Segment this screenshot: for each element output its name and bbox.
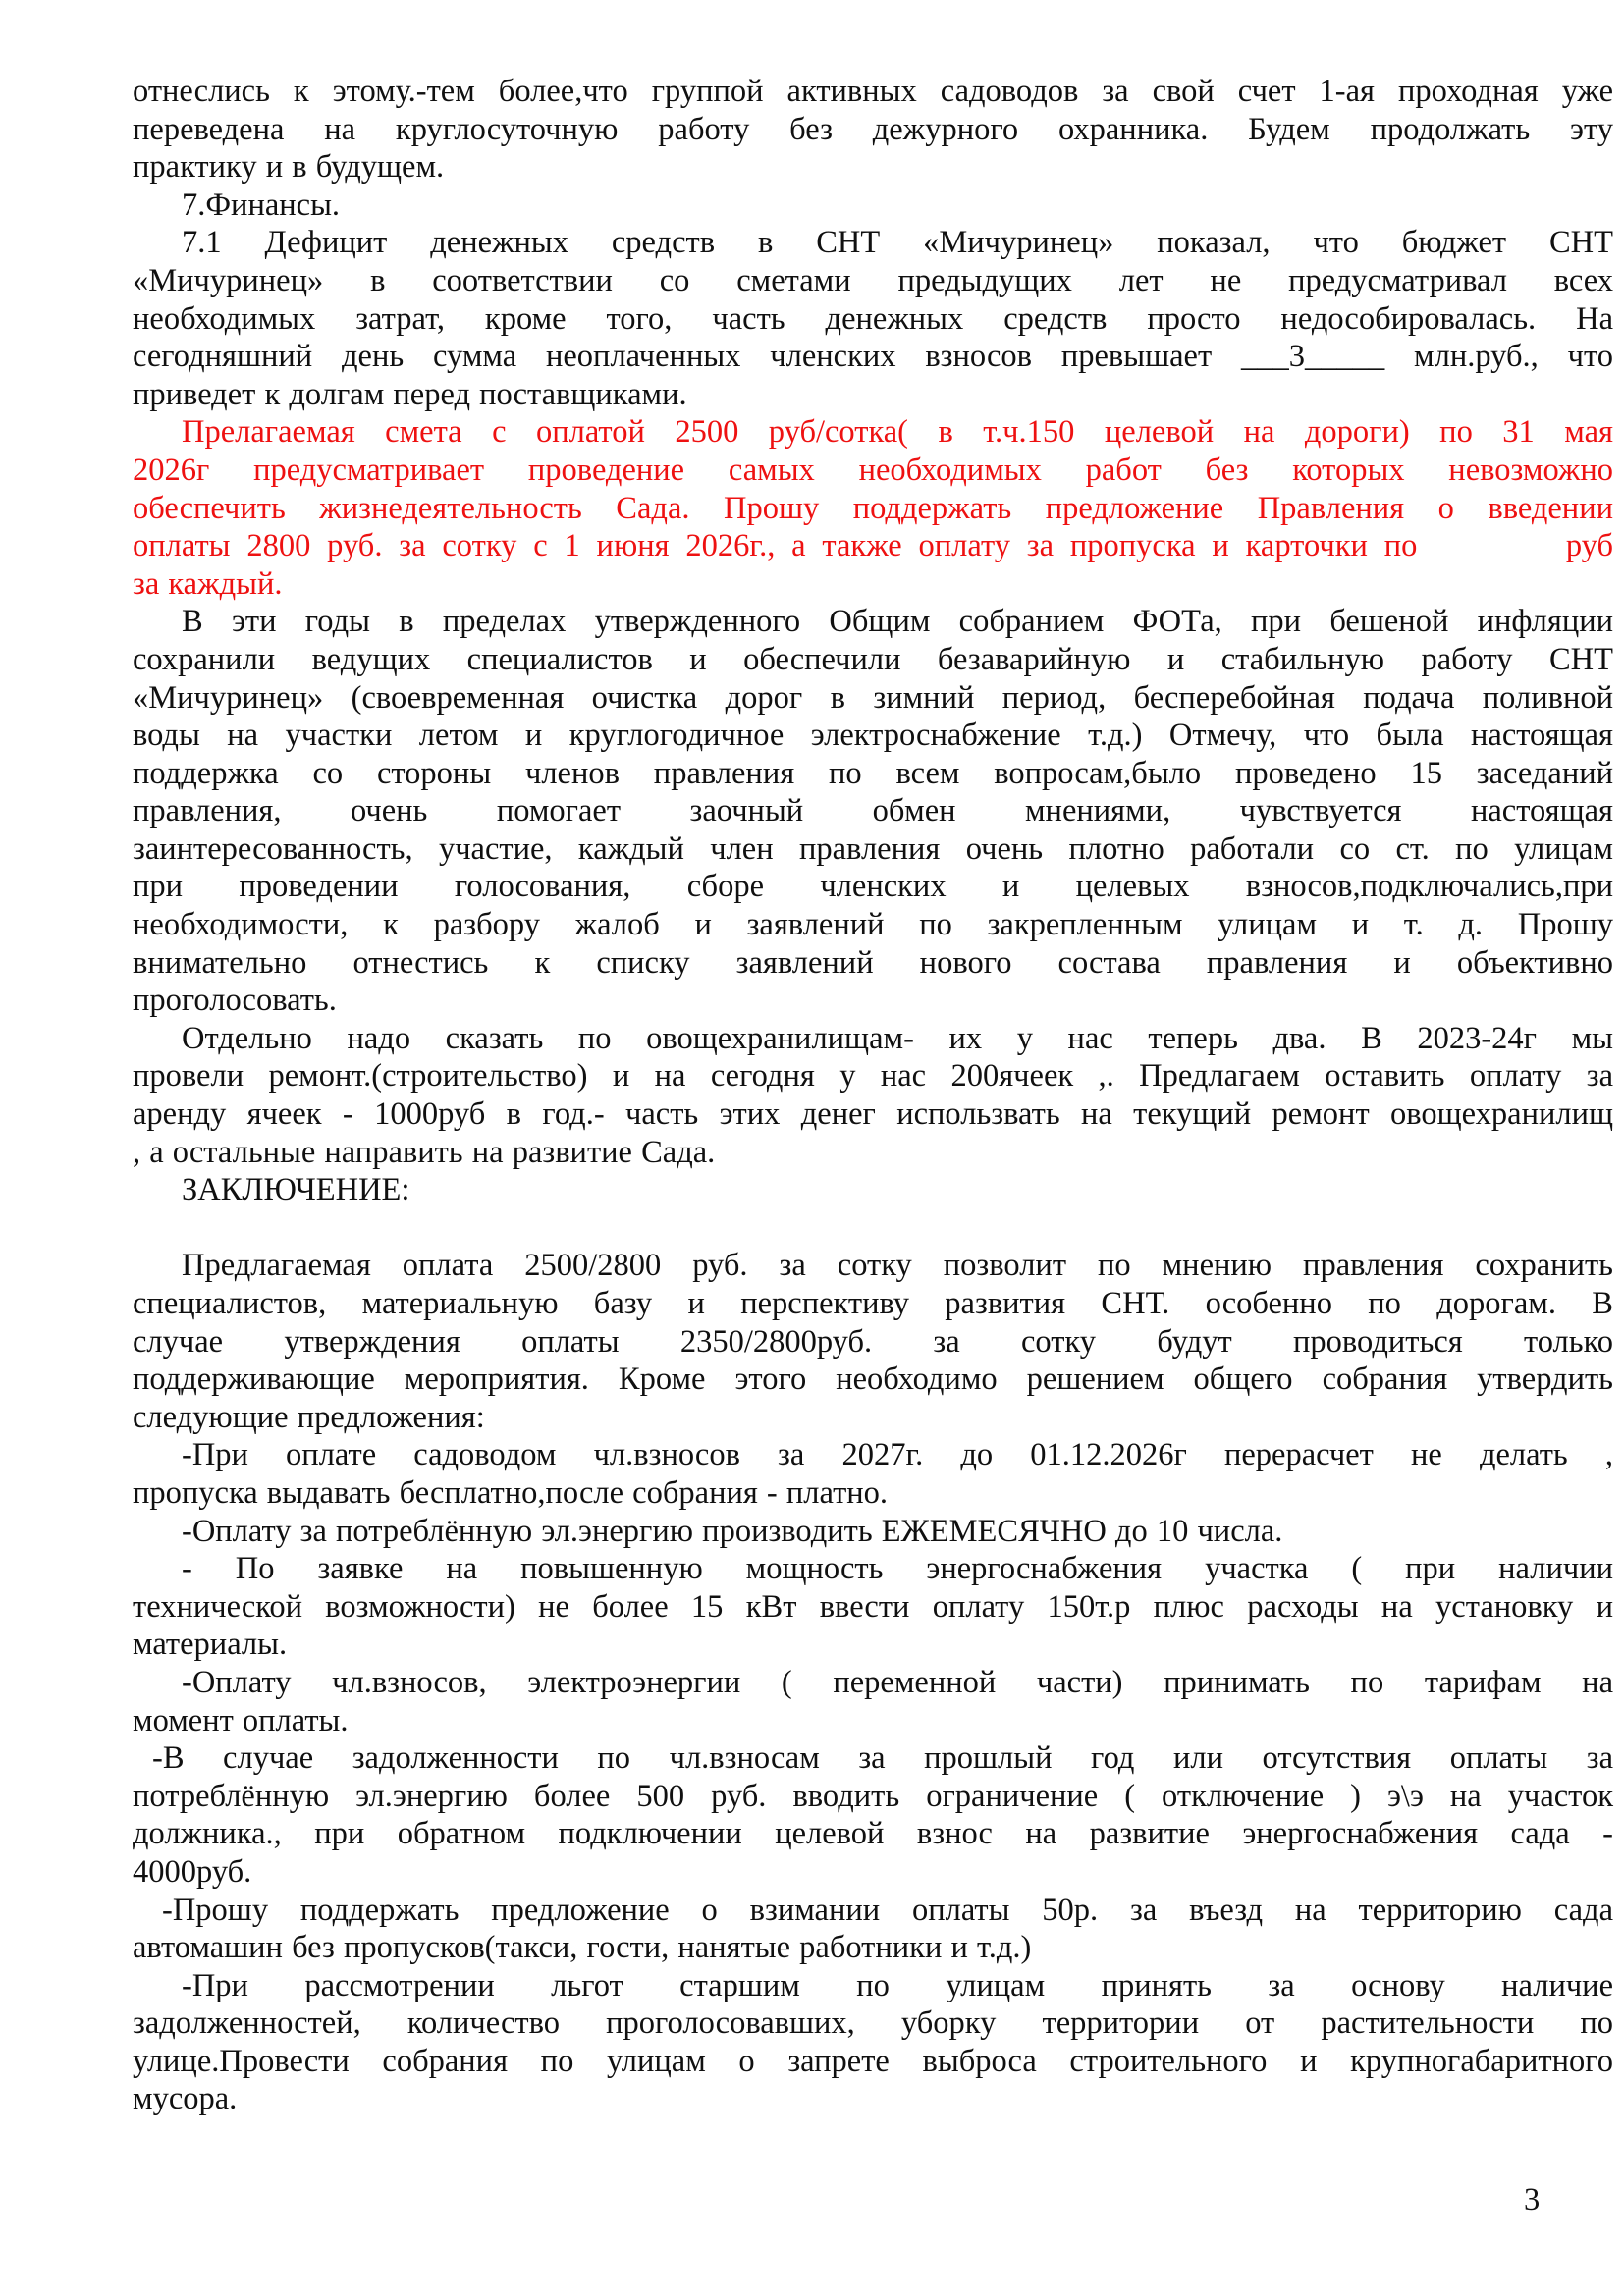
text-line: автомашин без пропусков(такси, гости, нанятые работники и т.д.) bbox=[133, 1930, 1032, 1966]
text-line: при проведении голосования, сборе членских и целевых взносов,подключались,при bbox=[133, 869, 1613, 905]
text-line: - По заявке на повышенную мощность энергоснабжения участка ( при наличии bbox=[182, 1551, 1613, 1587]
text-line: задолженностей, количество проголосовавших, уборку территории от растительности по bbox=[133, 2005, 1613, 2042]
text-line: -При рассмотрении льгот старшим по улицам принять за основу наличие bbox=[182, 1967, 1613, 2003]
text-line: заинтересованность, участие, каждый член правления очень плотно работали со ст. по улицам bbox=[133, 830, 1613, 867]
text-line: поддерживающие мероприятия. Кроме этого необходимо решением общего собрания утвердить bbox=[133, 1362, 1613, 1398]
text-line: момент оплаты. bbox=[133, 1702, 349, 1738]
text-line: следующие предложения: bbox=[133, 1399, 485, 1435]
text-line: приведет к долгам перед поставщиками. bbox=[133, 376, 687, 412]
text-line: Предлагаемая оплата 2500/2800 руб. за сотку позволит по мнению правления сохранить bbox=[182, 1248, 1613, 1284]
text-line: «Мичуринец» (своевременная очистка дорог в зимний период, бесперебойная подача поливной bbox=[133, 679, 1613, 716]
text-line: специалистов, материальную базу и перспективу развития СНТ. особенно по дорогам. В bbox=[133, 1286, 1613, 1321]
text-line bbox=[133, 1209, 1613, 1248]
text-line: случае утверждения оплаты 2350/2800руб. за сотку будут проводиться только bbox=[133, 1323, 1613, 1360]
text-line: улице.Провести собрания по улицам о запрете выброса строительного и крупногабаритного bbox=[133, 2043, 1613, 2079]
text-line: внимательно отнестись к списку заявлений нового состава правления и объективно bbox=[133, 944, 1613, 981]
text-line: мусора. bbox=[133, 2081, 238, 2117]
text-line: Прелагаемая смета с оплатой 2500 руб/сотка( в т.ч.150 целевой на дороги) по 31 мая bbox=[182, 414, 1613, 451]
text-line: проголосовать. bbox=[133, 983, 337, 1019]
text-line: оплаты 2800 руб. за сотку с 1 июня 2026г., а также оплату за пропуска и карточки по руб bbox=[133, 528, 1613, 564]
text-line: 4000руб. bbox=[133, 1853, 252, 1890]
text-line: 2026г предусматривает проведение самых необходимых работ без которых невозможно bbox=[133, 452, 1613, 488]
text-line: 7.1 Дефицит денежных средств в СНТ «Мичуринец» показал, что бюджет СНТ bbox=[182, 225, 1613, 261]
text-line: -В случае задолженности по чл.взносам за прошлый год или отсутствия оплаты за bbox=[152, 1740, 1613, 1777]
text-line: необходимых затрат, кроме того, часть денежных средств просто недособировалась. На bbox=[133, 300, 1613, 337]
text-line: сегодняшний день сумма неоплаченных членских взносов превышает ___3_____ млн.руб., что bbox=[133, 339, 1613, 375]
text-line: отнеслись к этому.-тем более,что группой активных садоводов за свой счет 1-ая проходная уже bbox=[133, 74, 1613, 109]
text-line: практику и в будущем. bbox=[133, 149, 445, 186]
text-line: аренду ячеек - 1000руб в год.- часть этих денег использвать на текущий ремонт овощехранилищ bbox=[133, 1096, 1613, 1133]
page-number: 3 bbox=[1524, 2182, 1541, 2217]
text-line: В эти годы в пределах утвержденного Общим собранием ФОТа, при бешеной инфляции bbox=[182, 604, 1613, 640]
text-line: , а остальные направить на развитие Сада. bbox=[133, 1134, 716, 1170]
text-line: -При оплате садоводом чл.взносов за 2027г. до 01.12.2026г перерасчет не делать , bbox=[182, 1437, 1613, 1473]
text-line: пропуска выдавать бесплатно,после собрания - платно. bbox=[133, 1474, 889, 1511]
text-line: технической возможности) не более 15 кВт ввести оплату 150т.р плюс расходы на установку и bbox=[133, 1588, 1613, 1625]
text-block bbox=[133, 73, 1613, 2118]
text-line: должника., при обратном подключении целевой взнос на развитие энергоснабжения сада - bbox=[133, 1816, 1613, 1852]
text-line: материалы. bbox=[133, 1627, 288, 1663]
text-line: за каждый. bbox=[133, 565, 283, 602]
text-line: -Оплату за потреблённую эл.энергию производить ЕЖЕМЕСЯЧНО до 10 числа. bbox=[182, 1513, 1283, 1549]
text-line: потреблённую эл.энергию более 500 руб. вводить ограничение ( отключение ) э\э на участок bbox=[133, 1778, 1613, 1814]
text-line: поддержка со стороны членов правления по всем вопросам,было проведено 15 заседаний bbox=[133, 755, 1613, 791]
text-line: сохранили ведущих специалистов и обеспечили безаварийную и стабильную работу СНТ bbox=[133, 641, 1613, 677]
text-line: воды на участки летом и круглогодичное электроснабжение т.д.) Отмечу, что была настоящая bbox=[133, 718, 1613, 754]
text-line: «Мичуринец» в соответствии со сметами предыдущих лет не предусматривал всех bbox=[133, 262, 1613, 298]
text-line: провели ремонт.(строительство) и на сегодня у нас 200ячеек ,. Предлагаем оставить оплату за bbox=[133, 1058, 1613, 1095]
text-line: 7.Финансы. bbox=[182, 187, 341, 223]
text-line: Отдельно надо сказать по овощехранилищам- их у нас теперь два. В 2023-24г мы bbox=[182, 1020, 1613, 1056]
text-line: обеспечить жизнедеятельность Сада. Прошу поддержать предложение Правления о введении bbox=[133, 490, 1613, 526]
text-line: переведена на круглосуточную работу без дежурного охранника. Будем продолжать эту bbox=[133, 111, 1613, 147]
text-line: ЗАКЛЮЧЕНИЕ: bbox=[182, 1172, 410, 1208]
text-line: -Прошу поддержать предложение о взимании оплаты 50р. за въезд на территорию сада bbox=[162, 1892, 1613, 1928]
text-line: -Оплату чл.взносов, электроэнергии ( переменной части) принимать по тарифам на bbox=[182, 1664, 1613, 1700]
text-line: необходимости, к разбору жалоб и заявлений по закрепленным улицам и т. д. Прошу bbox=[133, 907, 1613, 943]
text-line: правления, очень помогает заочный обмен мнениями, чувствуется настоящая bbox=[133, 793, 1613, 829]
